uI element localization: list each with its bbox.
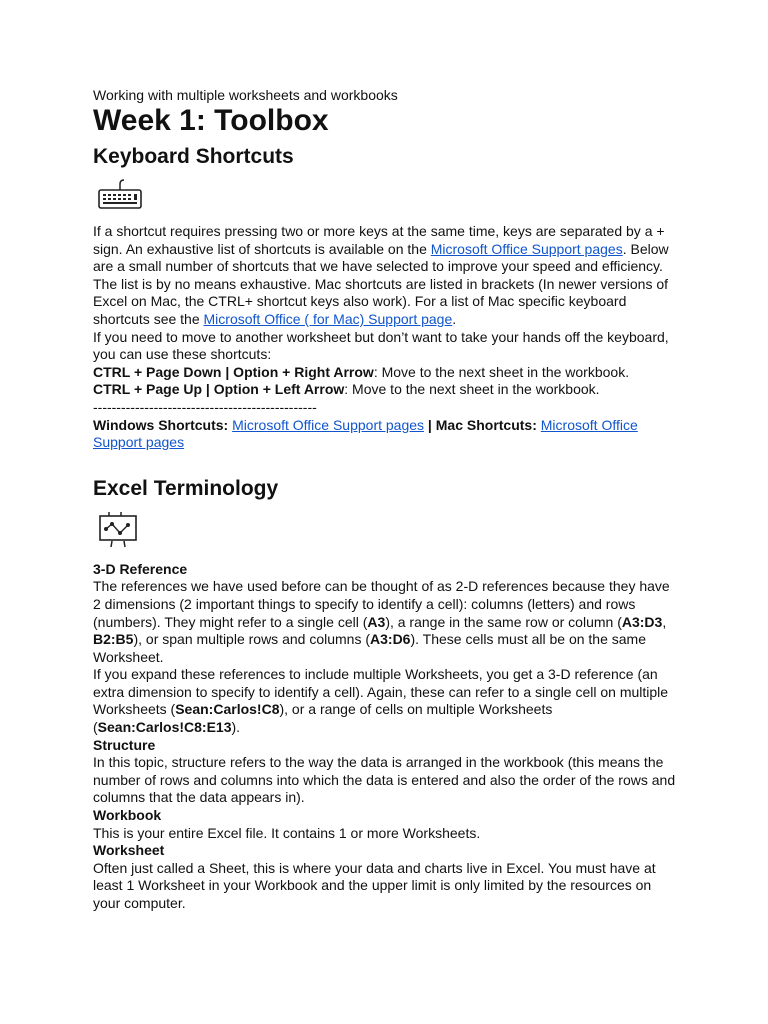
windows-shortcuts-link[interactable]: Microsoft Office Support pages	[232, 416, 425, 433]
mac-shortcuts-link[interactable]: Microsoft Office Support pages	[93, 416, 638, 451]
keyboard-icon	[97, 178, 678, 215]
shortcut-keys: CTRL + Page Up | Option + Left Arrow	[93, 381, 345, 398]
presentation-chart-icon	[97, 510, 678, 553]
document-page	[93, 86, 678, 913]
shortcut-item: CTRL + Page Up | Option + Left Arrow: Move to the next sheet in the workbook.	[93, 381, 600, 398]
term-structure: Structure	[93, 736, 156, 753]
shortcut-links: Windows Shortcuts: Microsoft Office Support pages | Mac Shortcuts: Microsoft Office Support pages	[93, 416, 638, 451]
document-subtitle: Working with multiple worksheets and workbooks	[93, 87, 398, 103]
divider: ------------------------------------------------	[93, 398, 317, 415]
page-title: Week 1: Toolbox	[93, 104, 329, 137]
move-sheets-intro: If you need to move to another worksheet but don’t want to take your hands off the keyboard, you can use these shortcuts:	[93, 328, 669, 363]
term-workbook: Workbook	[93, 807, 162, 824]
shortcut-item: CTRL + Page Down | Option + Right Arrow: Move to the next sheet in the workbook.	[93, 363, 630, 380]
section-heading-keyboard-shortcuts: Keyboard Shortcuts	[93, 145, 294, 168]
term-3d-reference: 3-D Reference	[93, 560, 188, 577]
term-worksheet: Worksheet	[93, 842, 165, 859]
definition-workbook: This is your entire Excel file. It contains 1 or more Worksheets.	[93, 824, 481, 841]
definition-structure: In this topic, structure refers to the way the data is arranged in the workbook (this means the number of rows and columns into which the data is entered and also the order of the rows and columns that the data appears in).	[93, 754, 676, 806]
section-heading-excel-terminology: Excel Terminology	[93, 476, 279, 500]
definition-3d-reference-p2: If you expand these references to include multiple Worksheets, you get a 3-D reference (an extra dimension to specify to identify a cell). Again, these can refer to a single cell on multiple Worksheets (Sean:Carlos!C8), or a range of cells on multiple Worksheets (Sean:Carlos!C8:E13).	[93, 666, 669, 736]
definition-worksheet: Often just called a Sheet, this is where your data and charts live in Excel. You must have at least 1 Worksheet in your Workbook and the upper limit is only limited by the resources on your computer.	[93, 859, 656, 911]
ms-office-support-link[interactable]: Microsoft Office Support pages	[430, 240, 623, 257]
definition-3d-reference-p1: The references we have used before can be thought of as 2-D references because they have 2 dimensions (2 important things to specify to identify a cell): columns (letters) and rows (numbers). They might refer to a single cell (A3), a range in the same row or column (A3:D3, B2:B5), or span multiple rows and columns (A3:D6). These cells must all be on the same Worksheet.	[93, 578, 670, 665]
ms-office-mac-support-link[interactable]: Microsoft Office ( for Mac) Support page	[203, 310, 453, 327]
shortcuts-intro: If a shortcut requires pressing two or more keys at the same time, keys are separated by a + sign. An exhaustive list of shortcuts is available on the Microsoft Office Support pages. Below are a small number of shortcuts that we have selected to improve your speed and efficiency. The list is by no means exhaustive. Mac shortcuts are listed in brackets (In newer versions of Excel on Mac, the CTRL+ shortcut keys also work). For a list of Mac specific keyboard shortcuts see the Microsoft Office ( for Mac) Support page.	[93, 223, 669, 327]
shortcut-keys: CTRL + Page Down | Option + Right Arrow	[93, 363, 374, 380]
